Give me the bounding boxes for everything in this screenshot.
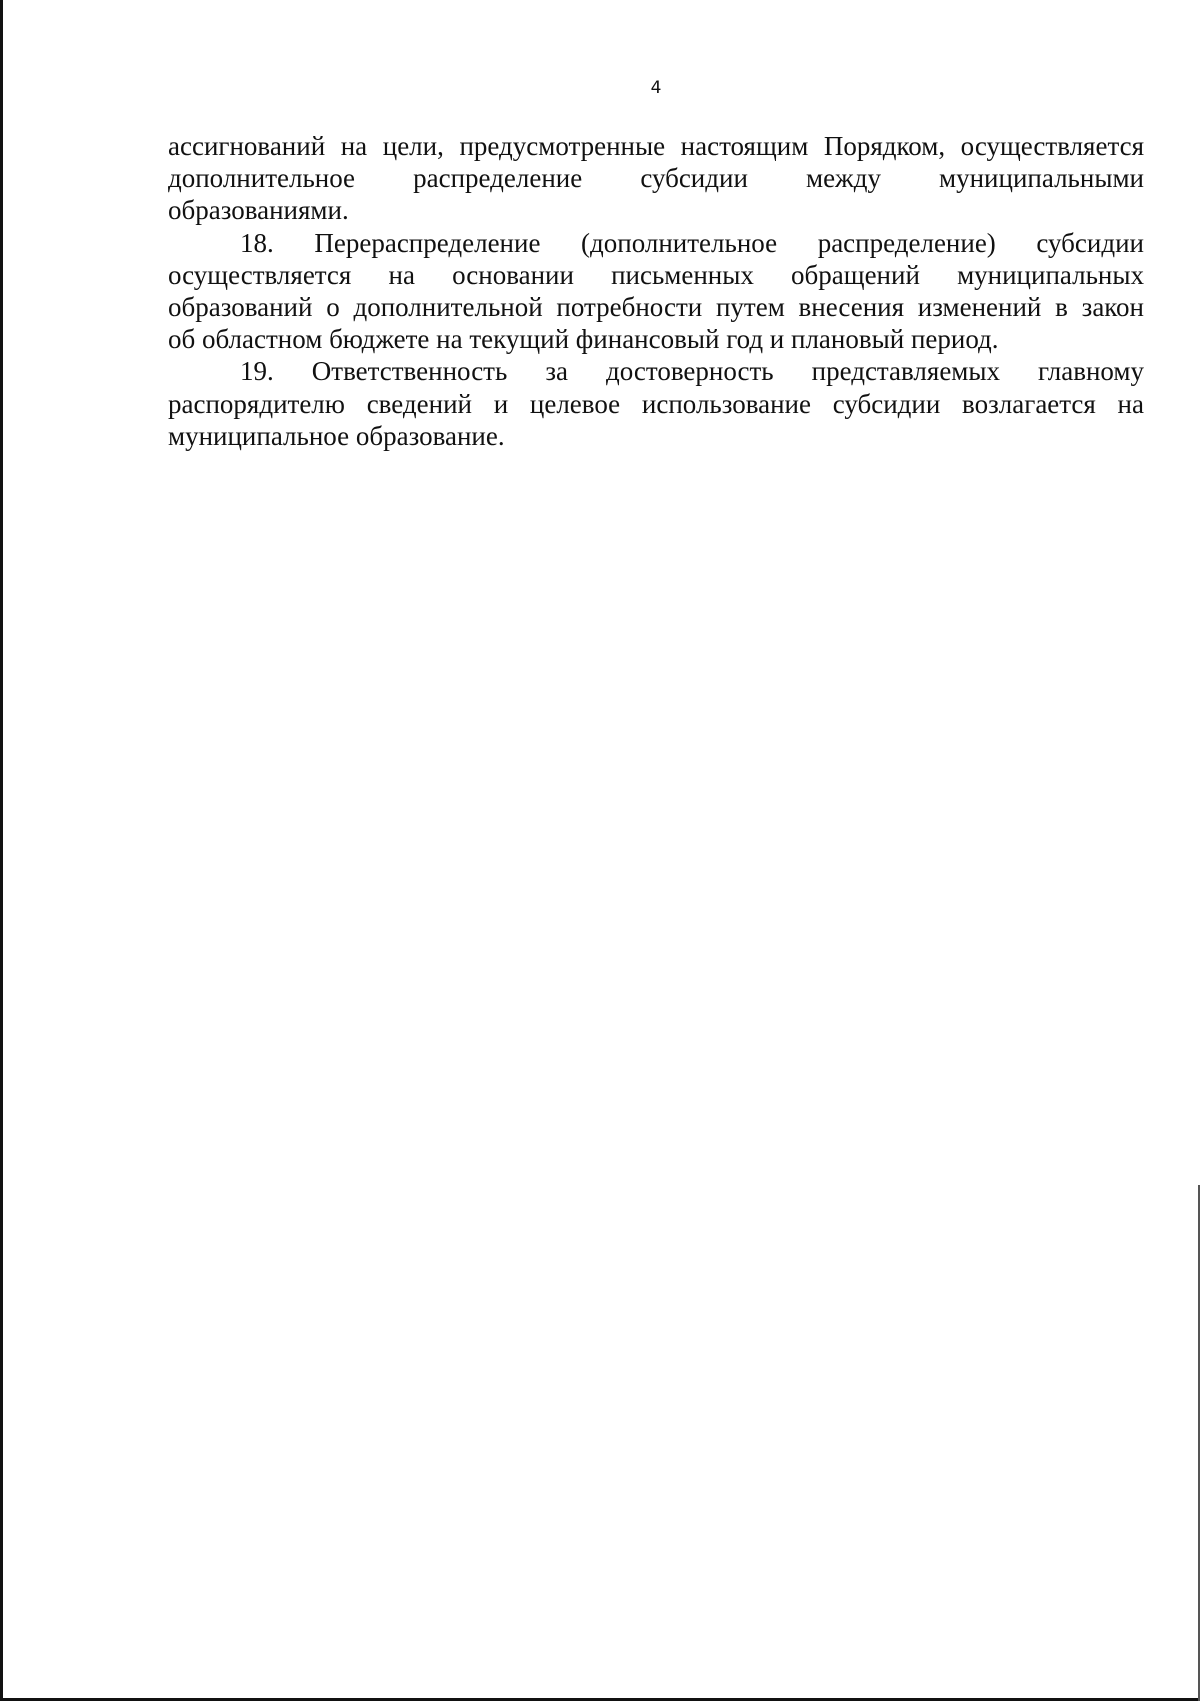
paragraph-19: [168, 355, 1144, 452]
text-line: осуществляется на основании письменных обращений муниципальных: [168, 259, 1144, 290]
paragraph-18: [168, 227, 1144, 356]
body-text: [168, 130, 1144, 452]
text-line: муниципальное образование.: [168, 420, 505, 451]
page-number: 4: [650, 78, 662, 98]
text-line: распорядителю сведений и целевое использование субсидии возлагается на: [168, 388, 1144, 419]
text-line: образованиями.: [168, 195, 349, 226]
text-line: ассигнований на цели, предусмотренные настоящим Порядком, осуществляется: [168, 131, 1144, 161]
scan-edge-left: [0, 0, 3, 1701]
text-line: 19. Ответственность за достоверность представляемых главному: [240, 356, 1144, 387]
text-line: об областном бюджете на текущий финансовый год и плановый период.: [168, 324, 999, 355]
text-line: дополнительное распределение субсидии между муниципальными: [168, 163, 1144, 194]
paragraph-continuation: [168, 130, 1144, 227]
text-line: образований о дополнительной потребности путем внесения изменений в закон: [168, 292, 1144, 323]
text-line: 18. Перераспределение (дополнительное распределение) субсидии: [240, 227, 1144, 258]
